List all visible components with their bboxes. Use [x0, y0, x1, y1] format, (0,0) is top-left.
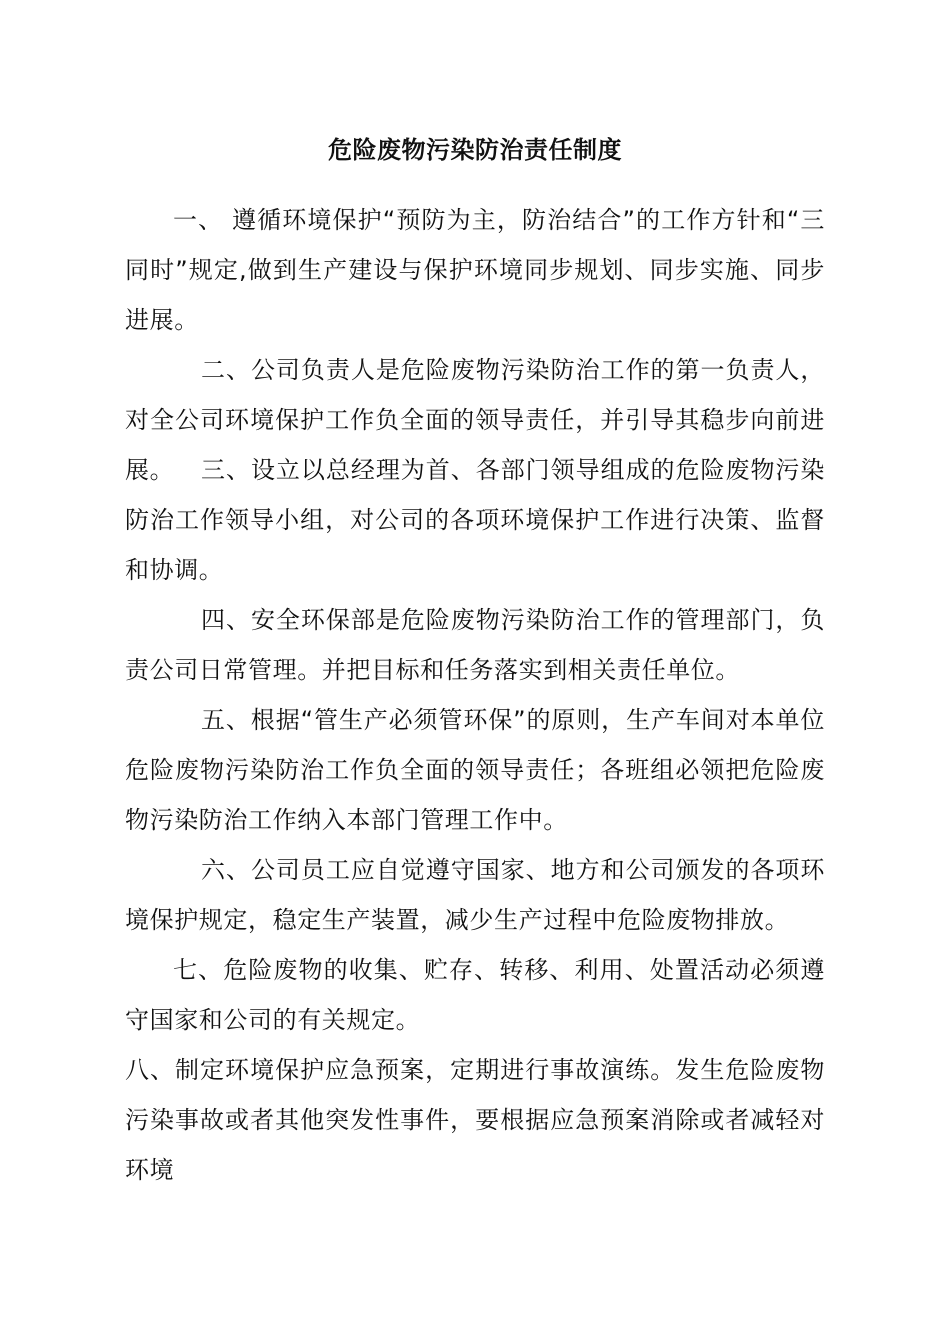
paragraph-2: 二、公司负责人是危险废物污染防治工作的第一负责人，对全公司环境保护工作负全面的领导责任，并引导其稳步向前进展。 [125, 356, 825, 484]
paragraph-1: 一、 遵循环境保护“预防为主，防治结合”的工作方针和“三同时”规定,做到生产建设与保护环境同步规划、同步实施、同步进展。 [125, 206, 825, 334]
paragraph-4: 四、安全环保部是危险废物污染防治工作的管理部门，负责公司日常管理。并把目标和任务落实到相关责任单位。 [125, 606, 825, 684]
paragraph-3: 三、设立以总经理为首、各部门领导组成的危险废物污染防治工作领导小组，对公司的各项环境保护工作进行决策、监督和协调。 [125, 456, 825, 584]
paragraph-5: 五、根据“管生产必须管环保”的原则，生产车间对本单位危险废物污染防治工作负全面的领导责任；各班组必领把危险废物污染防治工作纳入本部门管理工作中。 [125, 706, 825, 834]
document-title: 危险废物污染防治责任制度 [328, 136, 622, 164]
paragraph-8: 八、制定环境保护应急预案，定期进行事故演练。发生危险废物污染事故或者其他突发性事件，要根据应急预案消除或者减轻对环境 [125, 1056, 825, 1184]
paragraph-6: 六、公司员工应自觉遵守国家、地方和公司颁发的各项环境保护规定，稳定生产装置，减少生产过程中危险废物排放。 [125, 856, 825, 934]
paragraph-7: 七、危险废物的收集、贮存、转移、利用、处置活动必须遵守国家和公司的有关规定。 [125, 956, 825, 1034]
